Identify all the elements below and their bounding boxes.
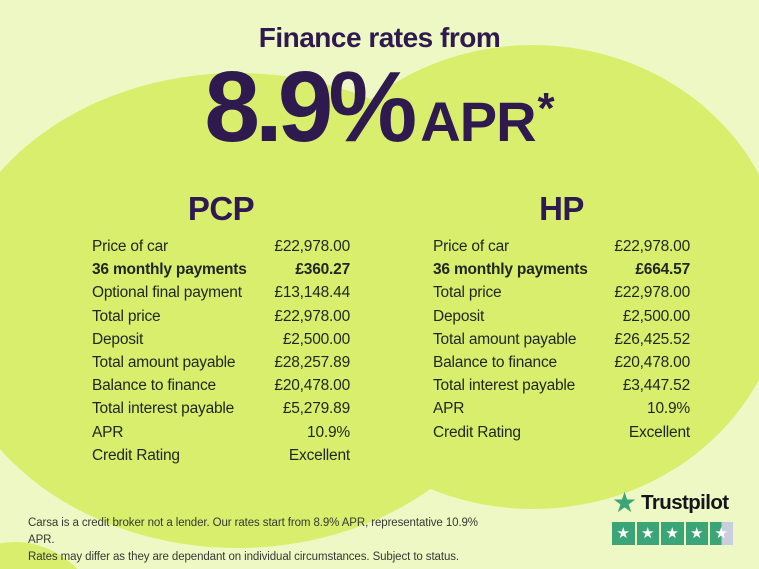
rating-star-3: [661, 522, 684, 545]
row-label: Optional final payment: [92, 284, 242, 302]
table-row: [433, 351, 690, 374]
row-label: Credit Rating: [433, 423, 521, 441]
hp-table-title: HP: [539, 190, 584, 227]
pcp-table: [92, 190, 350, 467]
row-value: £26,425.52: [614, 330, 690, 348]
hp-table-rows: [433, 235, 690, 444]
row-label: APR: [92, 423, 124, 441]
table-row: [92, 328, 350, 351]
rating-star-1: [612, 522, 635, 545]
table-row: [433, 235, 690, 258]
trustpilot-brand-text: Trustpilot: [641, 491, 729, 514]
disclaimer-line-2: Rates may differ as they are dependant on individual circumstances. Subject to status.: [28, 551, 459, 563]
row-value: £13,148.44: [274, 284, 350, 302]
row-label: APR: [433, 400, 465, 418]
row-label: Total price: [433, 284, 502, 302]
row-value: £2,500.00: [282, 330, 350, 348]
table-row: [433, 328, 690, 351]
table-row: [433, 397, 690, 420]
row-value: Excellent: [628, 423, 690, 441]
table-row: [92, 305, 350, 328]
row-value: £22,978.00: [274, 307, 350, 325]
rate-footnote-marker: *: [537, 84, 555, 133]
row-label: Total interest payable: [433, 377, 576, 395]
trustpilot-rating-stars: [612, 522, 746, 545]
table-row: [92, 421, 350, 444]
row-label: Price of car: [433, 238, 509, 255]
star-icon: ★: [714, 523, 728, 542]
disclaimer-line-1: Carsa is a credit broker not a lender. Our rates start from 8.9% APR, representative 10.9% APR.: [28, 517, 478, 546]
table-row: [92, 235, 350, 258]
row-label: Deposit: [433, 307, 485, 325]
disclaimer: [28, 515, 488, 566]
table-row: [433, 281, 690, 304]
row-label: Total amount payable: [433, 330, 577, 348]
row-value: £22,978.00: [614, 284, 690, 302]
star-icon: ★: [641, 523, 655, 542]
row-value: 10.9%: [647, 400, 690, 418]
row-value: £3,447.52: [622, 377, 690, 395]
row-label: Balance to finance: [433, 354, 557, 372]
row-value: £2,500.00: [622, 307, 690, 325]
star-icon: ★: [690, 523, 704, 542]
banner-title: Finance rates from: [258, 22, 501, 53]
row-label: Total amount payable: [92, 354, 236, 372]
row-value: 10.9%: [307, 423, 350, 441]
pcp-table-rows: [92, 235, 350, 467]
rate-value: 8.9%: [204, 51, 413, 163]
table-row: [433, 305, 690, 328]
row-value: £22,978.00: [614, 238, 690, 255]
row-label: Credit Rating: [92, 446, 180, 464]
rating-star-4: [686, 522, 709, 545]
hp-table: [433, 190, 690, 444]
trustpilot-widget: [612, 486, 746, 545]
row-value: £5,279.89: [282, 400, 350, 418]
row-value: £22,978.00: [274, 238, 350, 255]
row-label: 36 monthly payments: [433, 261, 588, 279]
trustpilot-star-icon: ★: [612, 486, 638, 519]
table-row: [92, 281, 350, 304]
pcp-table-title: PCP: [187, 190, 255, 227]
star-icon: ★: [665, 523, 679, 542]
row-value: Excellent: [288, 446, 350, 464]
table-row: [92, 374, 350, 397]
table-row: [433, 374, 690, 397]
row-label: Deposit: [92, 330, 144, 348]
headline-rate: [0, 51, 759, 163]
row-value: £664.57: [635, 261, 690, 279]
table-row: [433, 258, 690, 281]
row-label: 36 monthly payments: [92, 261, 247, 279]
row-value: £28,257.89: [274, 354, 350, 372]
table-row: [92, 397, 350, 420]
row-label: Total price: [92, 307, 161, 325]
row-value: £20,478.00: [274, 377, 350, 395]
table-row: [92, 444, 350, 467]
star-icon: ★: [616, 523, 630, 542]
row-value: £360.27: [295, 261, 350, 279]
table-row: [433, 421, 690, 444]
row-label: Balance to finance: [92, 377, 216, 395]
table-row: [92, 258, 350, 281]
rating-star-2: [637, 522, 660, 545]
table-row: [92, 351, 350, 374]
rate-unit: APR: [420, 90, 536, 153]
trustpilot-logo: [612, 486, 746, 519]
row-label: Price of car: [92, 238, 168, 255]
rating-star-5: [710, 522, 733, 545]
row-label: Total interest payable: [92, 400, 235, 418]
row-value: £20,478.00: [614, 354, 690, 372]
